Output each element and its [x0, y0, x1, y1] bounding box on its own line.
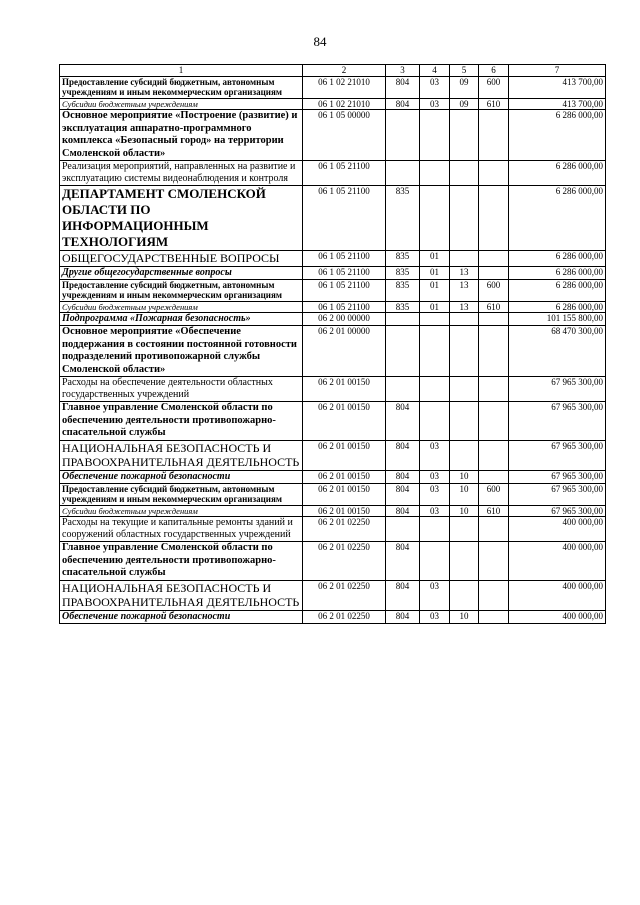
cell-section: 03: [420, 610, 450, 623]
cell-section: [420, 377, 450, 402]
cell-amount: 6 286 000,00: [509, 279, 606, 301]
cell-section: 03: [420, 98, 450, 110]
cell-expense-type: [479, 266, 509, 279]
cell-amount: 6 286 000,00: [509, 186, 606, 251]
table-row: [60, 251, 606, 267]
cell-expense-type: [479, 251, 509, 267]
cell-target-article: 06 2 01 00150: [303, 505, 386, 517]
cell-subsection: 13: [450, 266, 479, 279]
cell-manager-code: 804: [386, 440, 420, 470]
cell-manager-code: 835: [386, 251, 420, 267]
cell-expense-type: 610: [479, 505, 509, 517]
cell-name: Основное мероприятие «Построение (развитие) и эксплуатация аппаратно-программного комплекса «Безопасный город» на территории Смоленской области»: [60, 110, 303, 161]
cell-manager-code: [386, 161, 420, 186]
cell-expense-type: 600: [479, 483, 509, 505]
cell-name: Главное управление Смоленской области по обеспечению деятельности противопожарно-спасательной службы: [60, 542, 303, 581]
cell-expense-type: 610: [479, 98, 509, 110]
cell-target-article: 06 1 05 00000: [303, 110, 386, 161]
cell-target-article: 06 1 05 21100: [303, 266, 386, 279]
cell-amount: 6 286 000,00: [509, 301, 606, 313]
table-row: [60, 483, 606, 505]
cell-subsection: [450, 186, 479, 251]
cell-manager-code: 835: [386, 266, 420, 279]
cell-subsection: [450, 377, 479, 402]
column-header-subsection: 5: [450, 65, 479, 77]
cell-expense-type: [479, 440, 509, 470]
column-header-manager-code: 3: [386, 65, 420, 77]
cell-target-article: 06 2 01 00000: [303, 326, 386, 377]
cell-section: 01: [420, 266, 450, 279]
cell-name: Предоставление субсидий бюджетным, автономным учреждениям и иным некоммерческим организациям: [60, 483, 303, 505]
cell-name: Расходы на текущие и капитальные ремонты зданий и сооружений областных государственных учреждений: [60, 517, 303, 542]
page-number: 84: [313, 34, 327, 49]
cell-subsection: 13: [450, 279, 479, 301]
cell-manager-code: [386, 110, 420, 161]
cell-subsection: [450, 440, 479, 470]
table-row: [60, 610, 606, 623]
cell-manager-code: 804: [386, 505, 420, 517]
table-row: [60, 580, 606, 610]
cell-target-article: 06 2 01 02250: [303, 542, 386, 581]
cell-amount: 413 700,00: [509, 98, 606, 110]
cell-name: Обеспечение пожарной безопасности: [60, 610, 303, 623]
cell-subsection: 09: [450, 76, 479, 98]
cell-amount: 6 286 000,00: [509, 161, 606, 186]
table-row: [60, 301, 606, 313]
cell-section: [420, 110, 450, 161]
cell-expense-type: [479, 542, 509, 581]
cell-expense-type: 600: [479, 279, 509, 301]
cell-amount: 67 965 300,00: [509, 377, 606, 402]
cell-name: Реализация мероприятий, направленных на развитие и эксплуатацию системы видеонаблюдения и контроля: [60, 161, 303, 186]
column-header-name: 1: [60, 65, 303, 77]
cell-amount: 101 155 800,00: [509, 313, 606, 326]
cell-expense-type: [479, 161, 509, 186]
cell-section: 03: [420, 483, 450, 505]
cell-target-article: 06 1 05 21100: [303, 161, 386, 186]
cell-manager-code: 804: [386, 483, 420, 505]
cell-section: [420, 542, 450, 581]
cell-section: 03: [420, 470, 450, 483]
cell-target-article: 06 1 02 21010: [303, 76, 386, 98]
table-row: [60, 326, 606, 377]
cell-name: Другие общегосударственные вопросы: [60, 266, 303, 279]
cell-target-article: 06 1 05 21100: [303, 186, 386, 251]
cell-amount: 413 700,00: [509, 76, 606, 98]
cell-expense-type: [479, 402, 509, 441]
table-body: [60, 76, 606, 623]
cell-target-article: 06 2 01 00150: [303, 470, 386, 483]
cell-expense-type: [479, 186, 509, 251]
cell-manager-code: 804: [386, 610, 420, 623]
cell-amount: 400 000,00: [509, 580, 606, 610]
cell-name: Предоставление субсидий бюджетным, автономным учреждениям и иным некоммерческим организациям: [60, 76, 303, 98]
cell-section: [420, 186, 450, 251]
cell-manager-code: [386, 517, 420, 542]
cell-manager-code: 804: [386, 76, 420, 98]
column-header-amount: 7: [509, 65, 606, 77]
cell-manager-code: 804: [386, 580, 420, 610]
cell-target-article: 06 1 05 21100: [303, 301, 386, 313]
cell-section: [420, 517, 450, 542]
table-row: [60, 98, 606, 110]
cell-amount: 400 000,00: [509, 517, 606, 542]
cell-target-article: 06 2 01 02250: [303, 610, 386, 623]
cell-subsection: 10: [450, 470, 479, 483]
cell-name: Субсидии бюджетным учреждениям: [60, 505, 303, 517]
cell-subsection: 13: [450, 301, 479, 313]
cell-expense-type: [479, 313, 509, 326]
table-row: [60, 266, 606, 279]
cell-name: Субсидии бюджетным учреждениям: [60, 301, 303, 313]
cell-target-article: 06 2 01 02250: [303, 580, 386, 610]
cell-target-article: 06 2 01 00150: [303, 377, 386, 402]
cell-section: 03: [420, 580, 450, 610]
cell-manager-code: 835: [386, 186, 420, 251]
cell-name: НАЦИОНАЛЬНАЯ БЕЗОПАСНОСТЬ И ПРАВООХРАНИТЕЛЬНАЯ ДЕЯТЕЛЬНОСТЬ: [60, 440, 303, 470]
cell-section: [420, 326, 450, 377]
cell-name: ДЕПАРТАМЕНТ СМОЛЕНСКОЙ ОБЛАСТИ ПО ИНФОРМАЦИОННЫМ ТЕХНОЛОГИЯМ: [60, 186, 303, 251]
cell-manager-code: 804: [386, 470, 420, 483]
cell-manager-code: [386, 326, 420, 377]
cell-expense-type: 600: [479, 76, 509, 98]
cell-name: Обеспечение пожарной безопасности: [60, 470, 303, 483]
cell-subsection: [450, 161, 479, 186]
cell-section: 01: [420, 301, 450, 313]
cell-name: Расходы на обеспечение деятельности областных государственных учреждений: [60, 377, 303, 402]
cell-manager-code: 835: [386, 301, 420, 313]
cell-name: Подпрограмма «Пожарная безопасность»: [60, 313, 303, 326]
cell-target-article: 06 1 05 21100: [303, 279, 386, 301]
cell-amount: 67 965 300,00: [509, 483, 606, 505]
cell-subsection: [450, 580, 479, 610]
cell-amount: 67 965 300,00: [509, 440, 606, 470]
cell-section: [420, 313, 450, 326]
cell-manager-code: 804: [386, 402, 420, 441]
table-row: [60, 402, 606, 441]
cell-amount: 68 470 300,00: [509, 326, 606, 377]
table-row: [60, 76, 606, 98]
cell-section: [420, 402, 450, 441]
cell-name: Субсидии бюджетным учреждениям: [60, 98, 303, 110]
cell-name: Главное управление Смоленской области по обеспечению деятельности противопожарно-спасательной службы: [60, 402, 303, 441]
cell-subsection: [450, 542, 479, 581]
cell-amount: 67 965 300,00: [509, 470, 606, 483]
cell-amount: 67 965 300,00: [509, 402, 606, 441]
cell-subsection: [450, 251, 479, 267]
cell-expense-type: [479, 580, 509, 610]
cell-manager-code: [386, 313, 420, 326]
cell-amount: 67 965 300,00: [509, 505, 606, 517]
cell-name: Предоставление субсидий бюджетным, автономным учреждениям и иным некоммерческим организациям: [60, 279, 303, 301]
cell-expense-type: [479, 110, 509, 161]
cell-expense-type: [479, 517, 509, 542]
cell-expense-type: [479, 470, 509, 483]
cell-target-article: 06 2 01 02250: [303, 517, 386, 542]
table-row: [60, 440, 606, 470]
cell-name: НАЦИОНАЛЬНАЯ БЕЗОПАСНОСТЬ И ПРАВООХРАНИТЕЛЬНАЯ ДЕЯТЕЛЬНОСТЬ: [60, 580, 303, 610]
cell-manager-code: 835: [386, 279, 420, 301]
cell-manager-code: [386, 377, 420, 402]
cell-subsection: [450, 110, 479, 161]
table-header-row: [60, 65, 606, 77]
cell-target-article: 06 2 00 00000: [303, 313, 386, 326]
table-row: [60, 517, 606, 542]
cell-section: [420, 161, 450, 186]
column-header-target-article: 2: [303, 65, 386, 77]
cell-amount: 400 000,00: [509, 542, 606, 581]
cell-section: 03: [420, 76, 450, 98]
cell-section: 03: [420, 505, 450, 517]
column-header-section: 4: [420, 65, 450, 77]
cell-subsection: [450, 326, 479, 377]
cell-name: ОБЩЕГОСУДАРСТВЕННЫЕ ВОПРОСЫ: [60, 251, 303, 267]
cell-subsection: 10: [450, 610, 479, 623]
cell-subsection: [450, 313, 479, 326]
cell-manager-code: 804: [386, 542, 420, 581]
cell-section: 01: [420, 251, 450, 267]
cell-target-article: 06 1 05 21100: [303, 251, 386, 267]
cell-target-article: 06 2 01 00150: [303, 483, 386, 505]
cell-expense-type: [479, 610, 509, 623]
cell-subsection: [450, 517, 479, 542]
table-row: [60, 279, 606, 301]
cell-name: Основное мероприятие «Обеспечение поддержания в состоянии постоянной готовности подразделений противопожарной службы Смоленской области»: [60, 326, 303, 377]
cell-expense-type: 610: [479, 301, 509, 313]
table-row: [60, 161, 606, 186]
cell-expense-type: [479, 377, 509, 402]
table-row: [60, 186, 606, 251]
table-row: [60, 505, 606, 517]
cell-target-article: 06 2 01 00150: [303, 402, 386, 441]
cell-subsection: 10: [450, 505, 479, 517]
cell-section: 03: [420, 440, 450, 470]
cell-amount: 400 000,00: [509, 610, 606, 623]
cell-amount: 6 286 000,00: [509, 266, 606, 279]
cell-subsection: 10: [450, 483, 479, 505]
cell-section: 01: [420, 279, 450, 301]
cell-target-article: 06 2 01 00150: [303, 440, 386, 470]
column-header-expense-type: 6: [479, 65, 509, 77]
table-row: [60, 377, 606, 402]
cell-subsection: 09: [450, 98, 479, 110]
budget-table: [59, 64, 606, 624]
table-row: [60, 110, 606, 161]
table-row: [60, 542, 606, 581]
cell-subsection: [450, 402, 479, 441]
cell-target-article: 06 1 02 21010: [303, 98, 386, 110]
table-row: [60, 470, 606, 483]
cell-amount: 6 286 000,00: [509, 251, 606, 267]
table-row: [60, 313, 606, 326]
cell-expense-type: [479, 326, 509, 377]
cell-manager-code: 804: [386, 98, 420, 110]
cell-amount: 6 286 000,00: [509, 110, 606, 161]
